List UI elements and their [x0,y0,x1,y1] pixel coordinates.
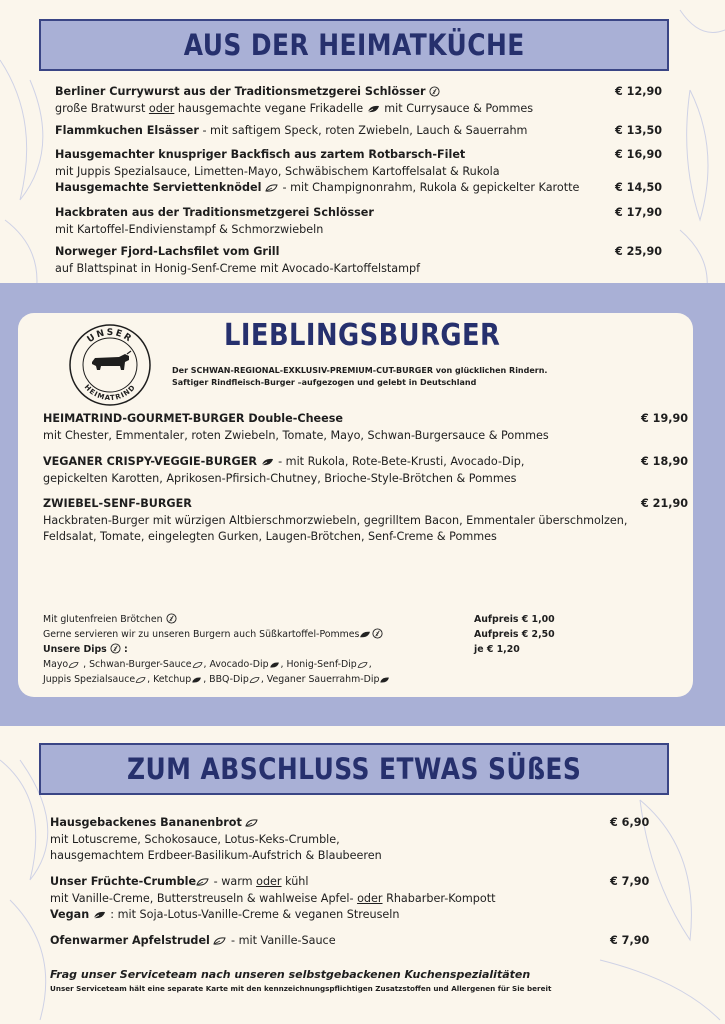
leaf-outline-icon [213,936,227,946]
footer-allergen-note: Unser Serviceteam hält eine separate Karte mit den kennzeichnungspflichtigen Zusatzstoffen und Allergenen für Sie bereit [50,984,552,993]
menu-item-flammkuchen [55,123,665,140]
item-desc: mit Kartoffel-Endivienstampf & Schmorzwiebeln [55,222,324,236]
section-title: ZUM ABSCHLUSS ETWAS SÜßES [126,752,582,786]
item-desc-or: oder [357,891,383,905]
item-name: HEIMATRIND-GOURMET-BURGER Double-Cheese [43,412,343,425]
item-name: Norweger Fjord-Lachsfilet vom Grill [55,245,280,258]
svg-text:UNSER [86,328,135,345]
item-price: € 18,90 [641,455,689,468]
leaf-outline-icon [265,183,279,193]
item-price: € 7,90 [610,934,650,947]
dips-list-1 [43,657,372,672]
item-desc-or: oder [256,875,282,888]
item-desc: Rhabarber-Kompott [382,891,496,905]
section-title: AUS DER HEIMATKÜCHE [183,28,525,62]
dip-item: , Honig-Senf-Dip [280,659,357,670]
logo-top-text: UNSER [85,327,135,346]
item-price: € 14,50 [615,181,663,194]
item-name: Hausgemachter knuspriger Backfisch aus zartem Rotbarsch-Filet [55,148,466,161]
dip-item: , Avocado-Dip [203,659,269,670]
dip-item: , Schwan-Burger-Sauce [80,659,192,670]
leaf-filled-icon [379,676,391,684]
item-desc: hausgemachte vegane Frikadelle [174,101,367,115]
price-gluten-free [474,612,555,627]
leaf-outline-icon [192,661,204,669]
menu-item-backfisch [55,147,665,180]
vegan-label: Vegan [50,908,90,921]
item-price: € 12,90 [615,85,663,98]
item-desc: - mit saftigem Speck, roten Zwiebeln, Lauch & Sauerrahm [198,124,528,137]
item-desc: gepickelten Karotten, Aprikosen-Pfirsich-Chutney, Brioche-Style-Brötchen & Pommes [43,471,517,485]
gluten-free-icon [110,643,121,654]
leaf-filled-icon [191,676,203,684]
heimatrind-logo [67,322,153,408]
extra-label: Mit glutenfreien Brötchen [43,614,163,625]
item-desc: kühl [281,875,309,888]
leaf-outline-icon [249,676,261,684]
extra-price: je € 1,20 [474,644,520,655]
item-desc: mit Lotuscreme, Schokosauce, Lotus-Keks-Crumble, [50,832,340,846]
item-desc: - mit Champignonrahm, Rukola & gepickelter Karotte [278,181,580,194]
item-desc: mit Juppis Spezialsauce, Limetten-Mayo, Schwäbischem Kartoffelsalat & Rukola [55,164,500,178]
section-banner-heimatkueche [39,19,669,71]
leaf-filled-icon [261,457,275,467]
menu-item-fruechte-crumble [50,874,650,924]
dip-item: , Ketchup [147,674,192,685]
item-name: VEGANER CRISPY-VEGGIE-BURGER [43,455,257,468]
leaf-filled-icon [367,104,381,114]
item-name: Ofenwarmer Apfelstrudel [50,934,210,947]
extra-price: Aufpreis € 1,00 [474,614,555,625]
gluten-free-icon [372,628,383,639]
menu-item-zwiebel-senf-burger [43,496,688,546]
item-desc: Hackbraten-Burger mit würzigen Altbierschmorzwiebeln, gegrilltem Bacon, Emmentaler überschmolzen, [43,513,628,527]
extra-dips-label [43,642,128,657]
extra-label: Gerne servieren wir zu unseren Burgern auch Süßkartoffel-Pommes [43,629,360,640]
leaf-outline-icon [135,676,147,684]
item-price: € 19,90 [641,412,689,425]
item-price: € 7,90 [610,875,650,888]
burger-tagline-1: Der SCHWAN-REGIONAL-EXKLUSIV-PREMIUM-CUT-BURGER von glücklichen Rindern. [172,366,548,375]
item-price: € 16,90 [615,148,663,161]
extra-price: Aufpreis € 2,50 [474,629,555,640]
section-banner-suesses [39,743,669,795]
item-desc: - mit Vanille-Sauce [227,934,336,947]
gluten-free-icon [166,613,177,624]
item-name: ZWIEBEL-SENF-BURGER [43,497,192,510]
dips-label: Unsere Dips [43,644,107,655]
burger-tagline-2: Saftiger Rindfleisch-Burger –aufgezogen und gelebt in Deutschland [172,378,477,387]
item-desc: mit Currysauce & Pommes [380,101,534,115]
item-name: Hausgebackenes Bananenbrot [50,816,242,829]
leaf-filled-icon [359,630,372,639]
dip-item: , [368,659,372,670]
price-sweet-potato-fries [474,627,555,642]
item-price: € 25,90 [615,245,663,258]
item-desc: mit Vanille-Creme, Butterstreuseln & wahlweise Apfel- [50,891,358,905]
item-name: Berliner Currywurst aus der Traditionsmetzgerei Schlösser [55,85,426,98]
menu-item-apfelstrudel [50,933,650,950]
leaf-outline-icon [357,661,369,669]
dip-item: , BBQ-Dip [203,674,249,685]
dip-item: Mayo [43,659,69,670]
item-desc: : mit Soja-Lotus-Vanille-Creme & veganen Streuseln [106,908,400,921]
item-price: € 17,90 [615,206,663,219]
logo-bottom-text: HEIMATRIND [82,383,138,403]
item-name: Hausgemachte Serviettenknödel [55,181,262,194]
item-desc: große Bratwurst [55,101,149,115]
dip-item: , Veganer Sauerrahm-Dip [260,674,380,685]
extra-sweet-potato-fries [43,627,383,642]
leaf-filled-icon [93,910,107,920]
item-desc: hausgemachtem Erdbeer-Basilikum-Aufstrich & Blaubeeren [50,849,382,862]
item-name: Unser Früchte-Crumble [50,875,197,888]
menu-item-bananenbrot [50,815,650,865]
dips-list-2 [43,672,391,687]
price-dips [474,642,520,657]
menu-item-hackbraten [55,205,665,238]
menu-item-serviettenknoedel [55,180,665,197]
item-price: € 13,50 [615,124,663,137]
item-desc: auf Blattspinat in Honig-Senf-Creme mit Avocado-Kartoffelstampf [55,261,421,275]
leaf-filled-icon [269,661,281,669]
dips-colon: : [120,644,128,655]
menu-item-veggie-burger [43,454,688,487]
footer-cake-note: Frag unser Serviceteam nach unseren selbstgebackenen Kuchenspezialitäten [50,968,531,981]
item-price: € 21,90 [641,497,689,510]
menu-item-currywurst [55,84,665,117]
leaf-outline-icon [245,818,259,828]
menu-item-lachsfilet [55,244,665,277]
item-name: Flammkuchen Elsässer [55,124,199,137]
item-desc: - warm [210,875,257,888]
menu-item-heimatrind-burger [43,411,688,444]
leaf-outline-icon [196,877,210,887]
item-desc: - mit Rukola, Rote-Bete-Krusti, Avocado-Dip, [274,455,525,468]
item-desc: mit Chester, Emmentaler, roten Zwiebeln, Tomate, Mayo, Schwan-Burgersauce & Pommes [43,428,549,442]
item-desc-or: oder [148,101,175,115]
dip-item: Juppis Spezialsauce [43,674,136,685]
leaf-outline-icon [68,661,80,669]
item-desc: Feldsalat, Tomate, eingelegten Gurken, Laugen-Brötchen, Senf-Creme & Pommes [43,530,497,543]
section-title-lieblingsburger: LIEBLINGSBURGER [224,318,501,353]
item-price: € 6,90 [610,816,650,829]
gluten-free-icon [429,86,440,97]
extra-gluten-free [43,612,177,627]
item-name: Hackbraten aus der Traditionsmetzgerei Schlösser [55,206,374,219]
